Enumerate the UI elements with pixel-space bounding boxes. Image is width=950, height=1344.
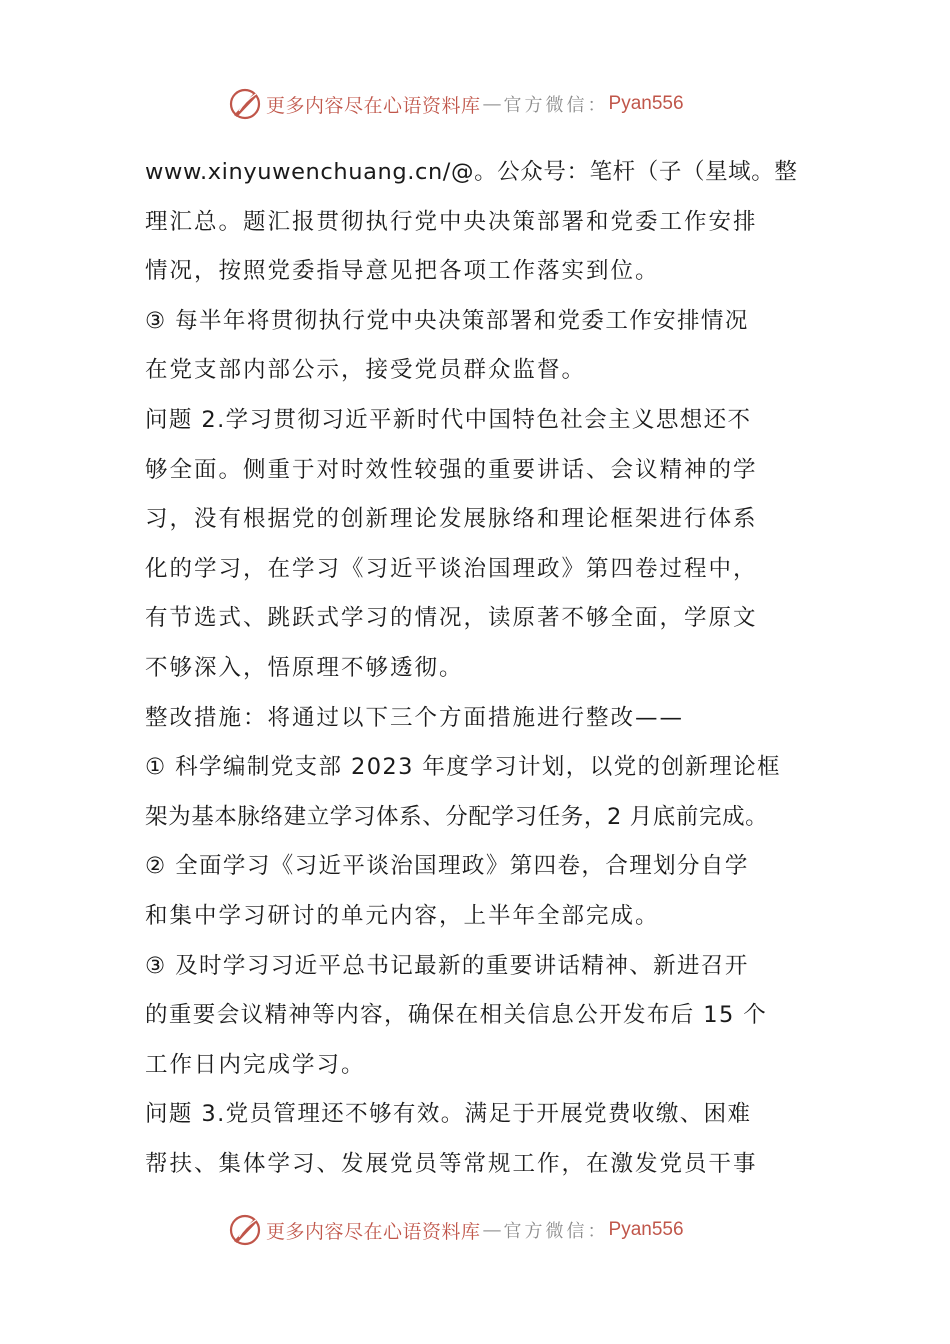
watermark-dash: — — [482, 1219, 502, 1241]
watermark-label: 官方微信： — [503, 1221, 609, 1242]
text-line: 情况，按照党委指导意见把各项工作落实到位。 — [145, 258, 660, 285]
text-line: 问题 2.学习贯彻习近平新时代中国特色社会主义思想还不 — [145, 406, 752, 433]
watermark-brand: 更多内容尽在心语资料库 — [266, 1220, 481, 1243]
quill-pen-logo-icon — [228, 1213, 262, 1247]
text-line: ① 科学编制党支部 2023 年度学习计划，以党的创新理论框 — [145, 754, 781, 781]
text-line: ② 全面学习《习近平谈治国理政》第四卷，合理划分自学 — [145, 853, 749, 880]
text-line: 理汇总。题汇报贯彻执行党中央决策部署和党委工作安排 — [145, 208, 758, 235]
text-line: 够全面。侧重于对时效性较强的重要讲话、会议精神的学 — [145, 456, 758, 483]
text-line: 不够深入，悟原理不够透彻。 — [145, 654, 464, 681]
text-line: 有节选式、跳跃式学习的情况，读原著不够全面，学原文 — [145, 605, 758, 632]
text-line: 和集中学习研讨的单元内容，上半年全部完成。 — [145, 902, 660, 929]
watermark-wechat-id: Pyan556 — [608, 1219, 684, 1240]
text-line: 在党支部内部公示，接受党员群众监督。 — [145, 357, 587, 384]
watermark-brand: 更多内容尽在心语资料库 — [266, 94, 481, 117]
quill-pen-logo-icon — [228, 87, 262, 121]
text-line: 的重要会议精神等内容，确保在相关信息公开发布后 15 个 — [145, 1002, 768, 1029]
watermark-label: 官方微信： — [503, 95, 609, 116]
text-line: 工作日内完成学习。 — [145, 1051, 366, 1078]
text-line: 帮扶、集体学习、发展党员等常规工作，在激发党员干事 — [145, 1150, 758, 1177]
text-line: 问题 3.党员管理还不够有效。满足于开展党费收缴、困难 — [145, 1101, 752, 1128]
text-line: 习，没有根据党的创新理论发展脉络和理论框架进行体系 — [145, 506, 758, 533]
watermark-wechat-id: Pyan556 — [608, 93, 684, 114]
footer-watermark — [228, 1210, 728, 1250]
text-line: ③ 每半年将贯彻执行党中央决策部署和党委工作安排情况 — [145, 307, 749, 334]
text-line: www.xinyuwenchuang.cn/@。公众号：笔杆（子（星域。整 — [145, 159, 798, 185]
document-body — [145, 148, 810, 1189]
text-line: 整改措施：将通过以下三个方面措施进行整改—— — [145, 704, 685, 731]
text-line: 化的学习，在学习《习近平谈治国理政》第四卷过程中， — [145, 555, 758, 582]
text-line: 架为基本脉络建立学习体系、分配学习任务，2 月底前完成。 — [145, 803, 769, 830]
header-watermark — [228, 84, 728, 124]
watermark-dash: — — [482, 93, 502, 115]
text-line: ③ 及时学习习近平总书记最新的重要讲话精神、新进召开 — [145, 952, 749, 979]
